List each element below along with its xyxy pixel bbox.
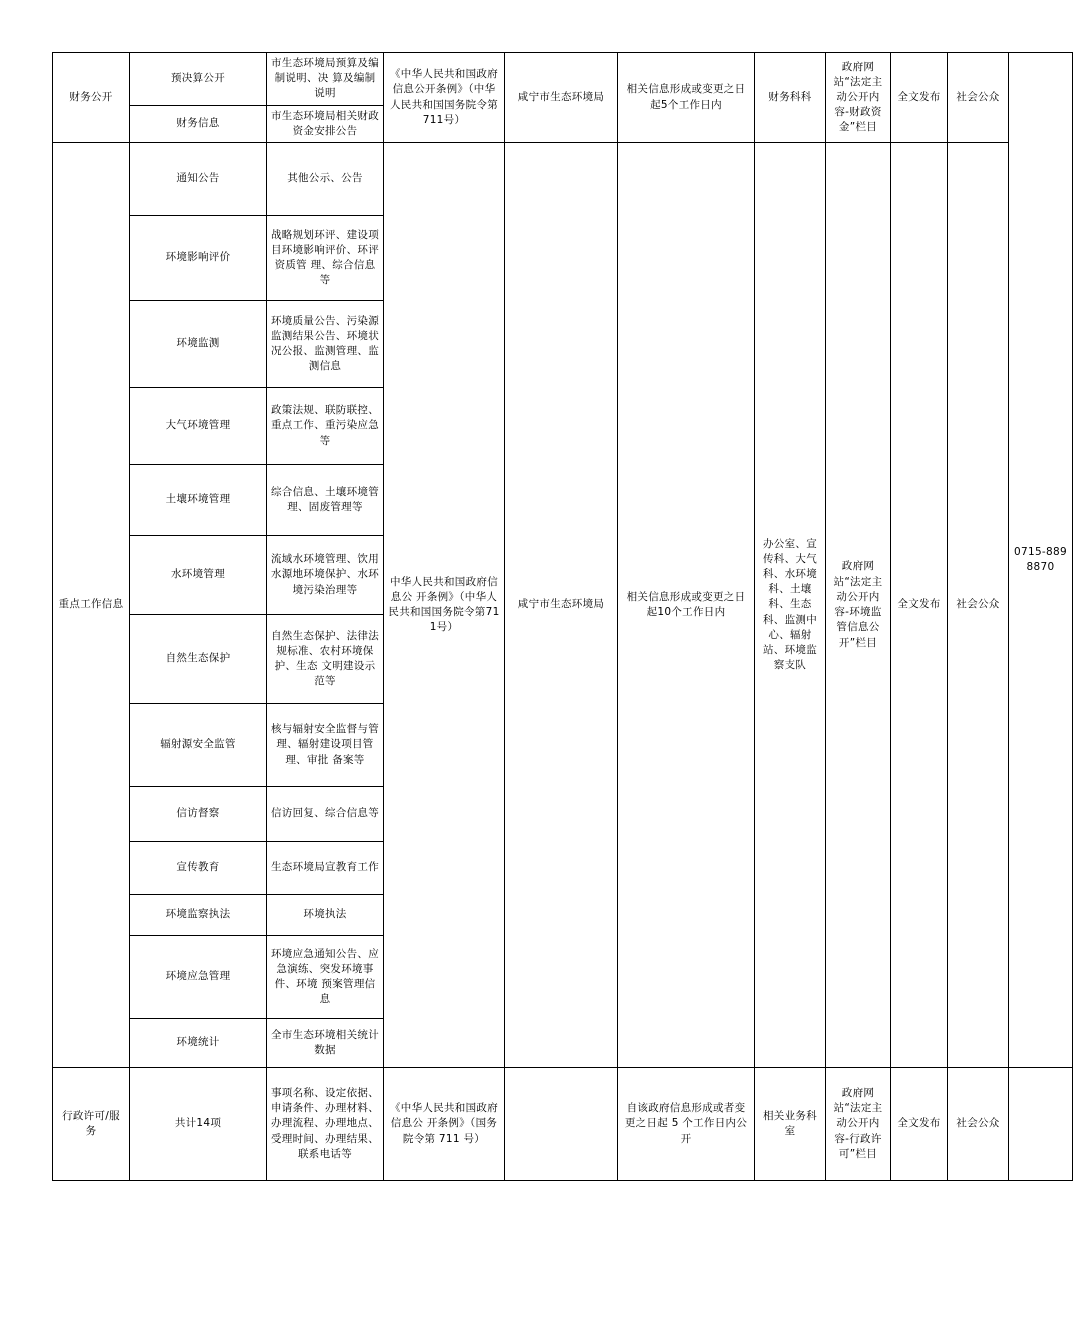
cell-form: 全文发布 xyxy=(891,53,948,143)
cell-item: 环境监察执法 xyxy=(130,895,267,936)
cell-content: 流域水环境管理、饮用水源地环境保护、水环境污染治理等 xyxy=(267,536,384,615)
cell-item: 共计14项 xyxy=(130,1068,267,1181)
cell-item: 环境应急管理 xyxy=(130,936,267,1019)
cell-form: 全文发布 xyxy=(891,143,948,1068)
table-row xyxy=(53,143,1073,216)
cell-item: 通知公告 xyxy=(130,143,267,216)
cell-content: 生态环境局宣教育工作 xyxy=(267,842,384,895)
cell-item: 大气环境管理 xyxy=(130,388,267,465)
cell-form: 全文发布 xyxy=(891,1068,948,1181)
cell-item: 环境统计 xyxy=(130,1019,267,1068)
cell-item: 宣传教育 xyxy=(130,842,267,895)
cell-time: 相关信息形成或变更之日起10个工作日内 xyxy=(618,143,755,1068)
cell-time: 自该政府信息形成或者变更之日起 5 个工作日内公开 xyxy=(618,1068,755,1181)
cell-content: 战略规划环评、建设项目环境影响评价、环评资质管 理、综合信息等 xyxy=(267,216,384,301)
cell-category: 行政许可/服务 xyxy=(53,1068,130,1181)
cell-content: 市生态环境局相关财政资金安排公告 xyxy=(267,105,384,142)
cell-object: 社会公众 xyxy=(948,1068,1009,1181)
cell-basis: 《中华人民共和国政府信息公 开条例》（国务院令第 711 号） xyxy=(384,1068,505,1181)
cell-item: 自然生态保护 xyxy=(130,615,267,704)
cell-content: 全市生态环境相关统计数据 xyxy=(267,1019,384,1068)
cell-subject: 咸宁市生态环境局 xyxy=(505,53,618,143)
cell-item: 土壤环境管理 xyxy=(130,465,267,536)
cell-item: 水环境管理 xyxy=(130,536,267,615)
cell-subject: 咸宁市生态环境局 xyxy=(505,143,618,1068)
cell-item: 辐射源安全监管 xyxy=(130,704,267,787)
cell-dept: 财务科科 xyxy=(755,53,826,143)
cell-content: 环境质量公告、污染源监测结果公告、环境状况公报、监测管理、监测信息 xyxy=(267,301,384,388)
cell-channel: 政府网站“法定主动公开内容-财政资金”栏目 xyxy=(826,53,891,143)
table-row xyxy=(53,53,1073,106)
information-disclosure-table xyxy=(52,52,1073,1181)
cell-item: 信访督察 xyxy=(130,787,267,842)
cell-content: 环境执法 xyxy=(267,895,384,936)
cell-object: 社会公众 xyxy=(948,143,1009,1068)
cell-basis: 中华人民共和国政府信息公 开条例》（中华人民共和国国务院令第711号） xyxy=(384,143,505,1068)
cell-content: 综合信息、土壤环境管理、固废管理等 xyxy=(267,465,384,536)
cell-category: 重点工作信息 xyxy=(53,143,130,1068)
cell-channel: 政府网站“法定主动公开内容-环境监管信息公开”栏目 xyxy=(826,143,891,1068)
cell-dept: 办公室、宣传科、大气科、水环境科、土壤科、生态科、监测中心、辐射站、环境监察支队 xyxy=(755,143,826,1068)
cell-content: 自然生态保护、法律法规标准、农村环境保护、生态 文明建设示范等 xyxy=(267,615,384,704)
cell-phone: 0715-8898870 xyxy=(1009,53,1073,1068)
cell-phone-empty xyxy=(1009,1068,1073,1181)
cell-category: 财务公开 xyxy=(53,53,130,143)
cell-dept: 相关业务科室 xyxy=(755,1068,826,1181)
cell-time: 相关信息形成或变更之日起5个工作日内 xyxy=(618,53,755,143)
cell-content: 其他公示、公告 xyxy=(267,143,384,216)
cell-channel: 政府网站“法定主动公开内容-行政许可”栏目 xyxy=(826,1068,891,1181)
cell-object: 社会公众 xyxy=(948,53,1009,143)
cell-content: 事项名称、设定依据、申请条件、办理材料、办理流程、办理地点、受理时间、办理结果、联系电话等 xyxy=(267,1068,384,1181)
cell-item: 环境监测 xyxy=(130,301,267,388)
cell-content: 环境应急通知公告、应急演练、突发环境事件、环境 预案管理信息 xyxy=(267,936,384,1019)
cell-content: 信访回复、综合信息等 xyxy=(267,787,384,842)
cell-content: 市生态环境局预算及编制说明、决 算及编制说明 xyxy=(267,53,384,106)
cell-basis: 《中华人民共和国政府信息公开条例》（中华人民共和国国务院令第711号） xyxy=(384,53,505,143)
cell-content: 核与辐射安全监督与管理、辐射建设项目管理、审批 备案等 xyxy=(267,704,384,787)
cell-content: 政策法规、联防联控、重点工作、重污染应急等 xyxy=(267,388,384,465)
cell-item: 环境影响评价 xyxy=(130,216,267,301)
cell-subject xyxy=(505,1068,618,1181)
cell-item: 财务信息 xyxy=(130,105,267,142)
table-row xyxy=(53,1068,1073,1181)
cell-item: 预决算公开 xyxy=(130,53,267,106)
